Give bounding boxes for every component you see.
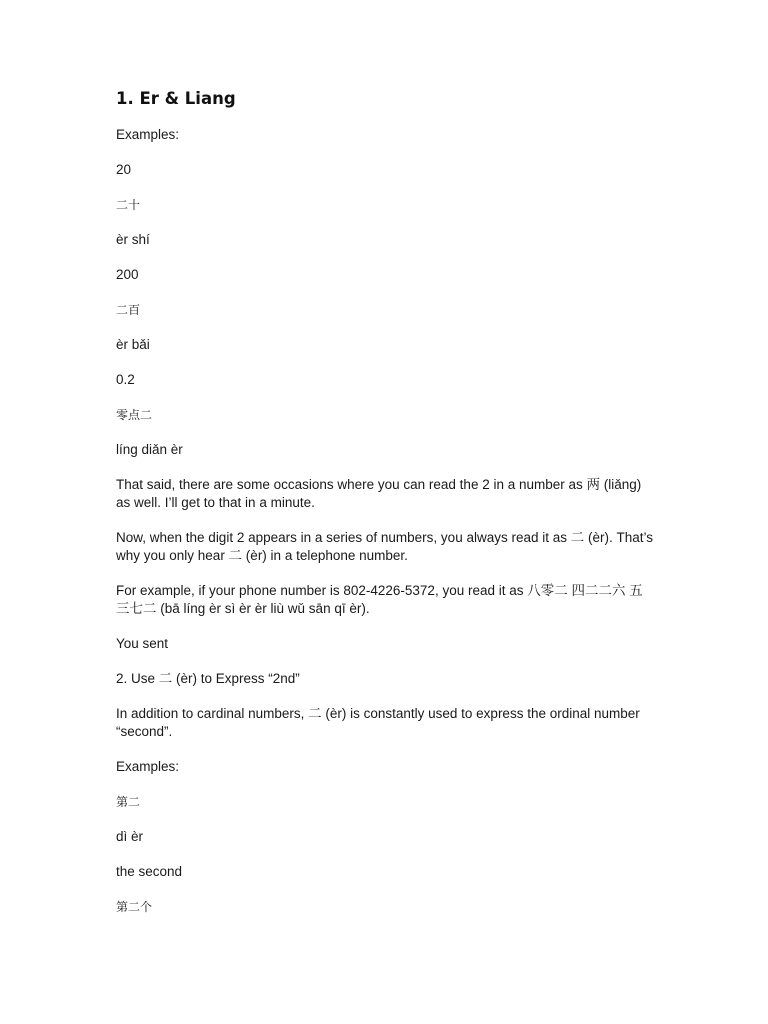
body-paragraph: Now, when the digit 2 appears in a series of numbers, you always read it as 二 (èr). That’s why you only hear 二 (èr) in a telephone number. <box>116 530 654 563</box>
example-chinese: 零点二 <box>116 408 153 422</box>
example-pinyin: èr shí <box>116 232 150 247</box>
subsection-heading: 2. Use 二 (èr) to Express “2nd” <box>116 671 300 686</box>
example-pinyin: líng diǎn èr <box>116 442 183 457</box>
example-chinese: 第二个 <box>116 900 153 914</box>
examples-label: Examples: <box>116 127 180 142</box>
example-chinese: 二百 <box>116 303 141 317</box>
body-paragraph: For example, if your phone number is 802-4226-5372, you read it as 八零二 四二二六 五三七二 (bā líng èr sì èr èr liù wǔ sān qī èr). <box>116 583 643 616</box>
example-number: 20 <box>116 162 132 177</box>
body-paragraph: That said, there are some occasions where you can read the 2 in a number as 两 (liǎng) as well. I’ll get to that in a minute. <box>116 477 642 510</box>
section-heading: 1. Er & Liang <box>116 89 236 108</box>
example-pinyin: dì èr <box>116 829 144 844</box>
example-chinese: 二十 <box>116 198 141 212</box>
example-translation: the second <box>116 864 183 879</box>
body-paragraph: In addition to cardinal numbers, 二 (èr) is constantly used to express the ordinal number “second”. <box>116 706 640 739</box>
document-body <box>116 88 656 933</box>
example-pinyin: èr bǎi <box>116 337 150 352</box>
example-number: 0.2 <box>116 372 135 387</box>
example-number: 200 <box>116 267 139 282</box>
body-paragraph: You sent <box>116 636 169 651</box>
example-chinese: 第二 <box>116 795 141 809</box>
examples-label: Examples: <box>116 759 180 774</box>
